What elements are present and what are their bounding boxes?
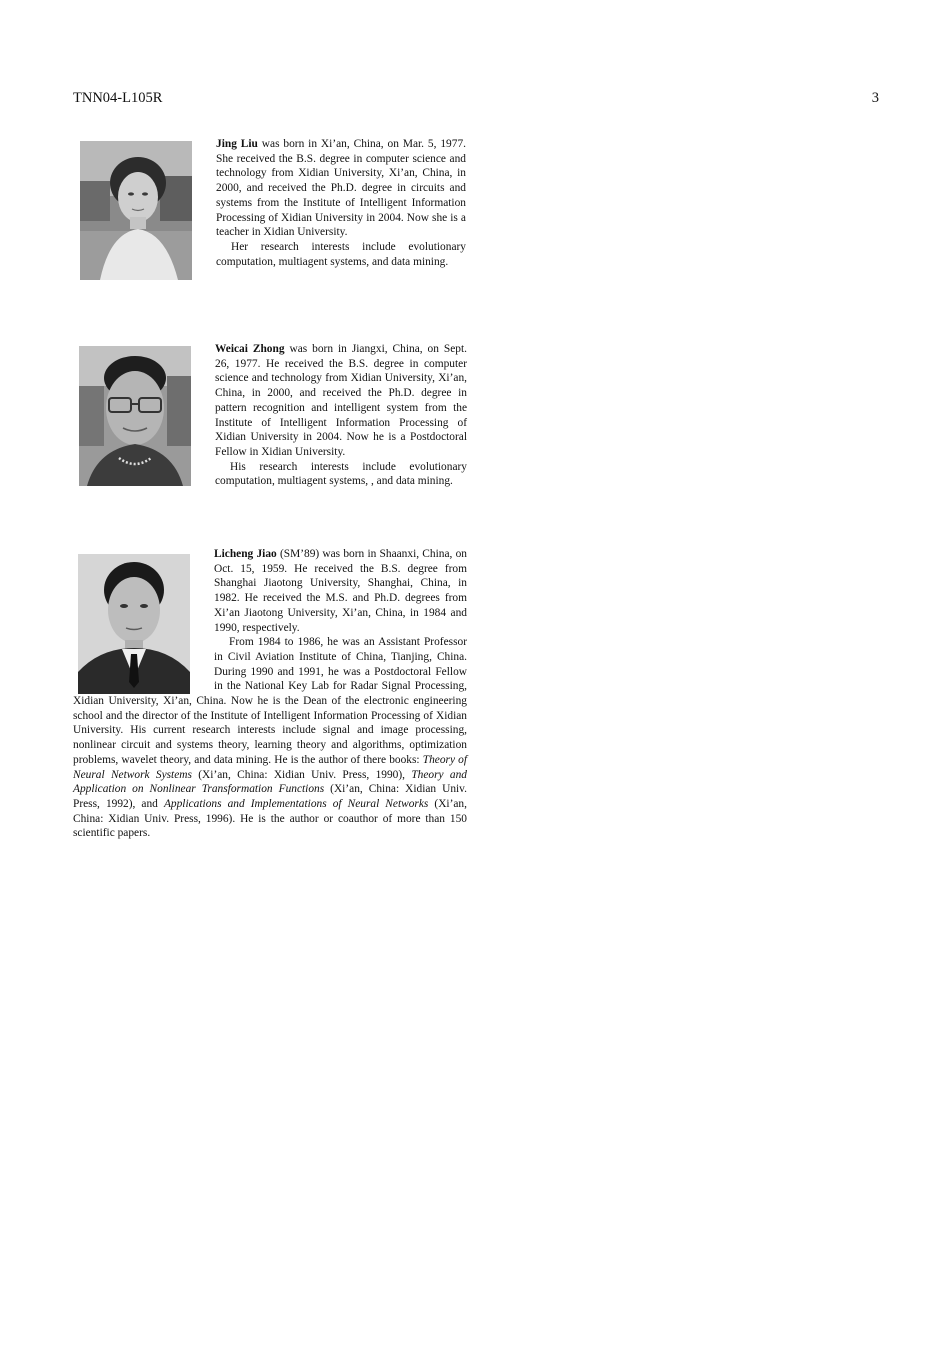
bio-paragraph: was born in Jiangxi, China, on Sept. 26, 1977. He received the B.S. degree in computer science and technology from Xidian University, Xi’an, China, in 2000, and received the Ph.D. degree in pattern recognition and intelligent system from the Institute of Intelligent Information Processing of Xidian University in 2004. Now he is a Postdoctoral Fellow in Xidian University. (215, 343, 468, 458)
bio-text: (Xi’an, China: Xidian Univ. Press, 1992), and (73, 783, 467, 810)
bio-name: Jing Liu (216, 138, 258, 150)
page-number: 3 (871, 90, 879, 106)
portrait-photo-icon (80, 141, 192, 280)
book-title: Theory and Application on Nonlinear Transformation Functions (73, 768, 467, 796)
page-header (73, 90, 879, 110)
bio-licheng-jiao (73, 547, 467, 841)
portrait-photo-licheng-jiao (78, 554, 190, 694)
journal-id: TNN04-L105R (73, 90, 163, 106)
bio-paragraph: was born in Xi’an, China, on Mar. 5, 1977. She received the B.S. degree in computer science and technology from Xidian University, Xi’an, China, in 2000, and received the Ph.D. degree in circuits and systems from the Institute of Intelligent Information Processing of Xidian University in 2004. Now she is a teacher in Xidian University. (216, 138, 466, 239)
portrait-photo-icon (79, 346, 191, 486)
bio-weicai-zhong (79, 342, 467, 489)
bio-text: (Xi’an, China: Xidian Univ. Press, 1996). He is the author or coauthor of more than 150 scientific papers. (73, 797, 467, 840)
portrait-photo-jing-liu (80, 141, 192, 280)
bio-text: (Xi’an, China: Xidian Univ. Press, 1990), (191, 768, 412, 781)
bio-paragraph: (SM’89) was born in Shaanxi, China, on Oct. 15, 1959. He received the B.S. degree from Shanghai Jiaotong University, Shanghai, China, in 1982. He received the M.S. and Ph.D. degrees from Xi’an Jiaotong University, Xi’an, China, in 1984 and 1990, respectively. (214, 548, 467, 634)
bio-name: Weicai Zhong (215, 343, 285, 355)
portrait-photo-icon (78, 554, 190, 694)
book-title: Theory of Neural Network Systems (73, 753, 468, 781)
bio-jing-liu (80, 137, 466, 280)
bio-research-interests: Her research interests include evolutionary computation, multiagent systems, and data mining. (216, 240, 466, 268)
bio-text: From 1984 to 1986, he was an Assistant Professor in Civil Aviation Institute of China, Tianjing, China. During 1990 and 1991, he was a Postdoctoral Fellow in the National Key Lab for Radar Signal Processing, Xidian University, Xi’an, China. Now he is the Dean of the electronic engineering school and the director of the Institute of Intelligent Information Processing of Xidian University. His current research interests include signal and image processing, nonlinear circuit and systems theory, learning theory and algorithms, optimization problems, wavelet theory, and data mining. He is the author of there books: (73, 636, 467, 766)
portrait-photo-weicai-zhong (79, 346, 191, 486)
bio-name: Licheng Jiao (214, 548, 277, 560)
bio-research-interests: His research interests include evolutionary computation, multiagent systems, , and data mining. (215, 460, 467, 488)
book-title: Applications and Implementations of Neural Networks (163, 797, 429, 810)
